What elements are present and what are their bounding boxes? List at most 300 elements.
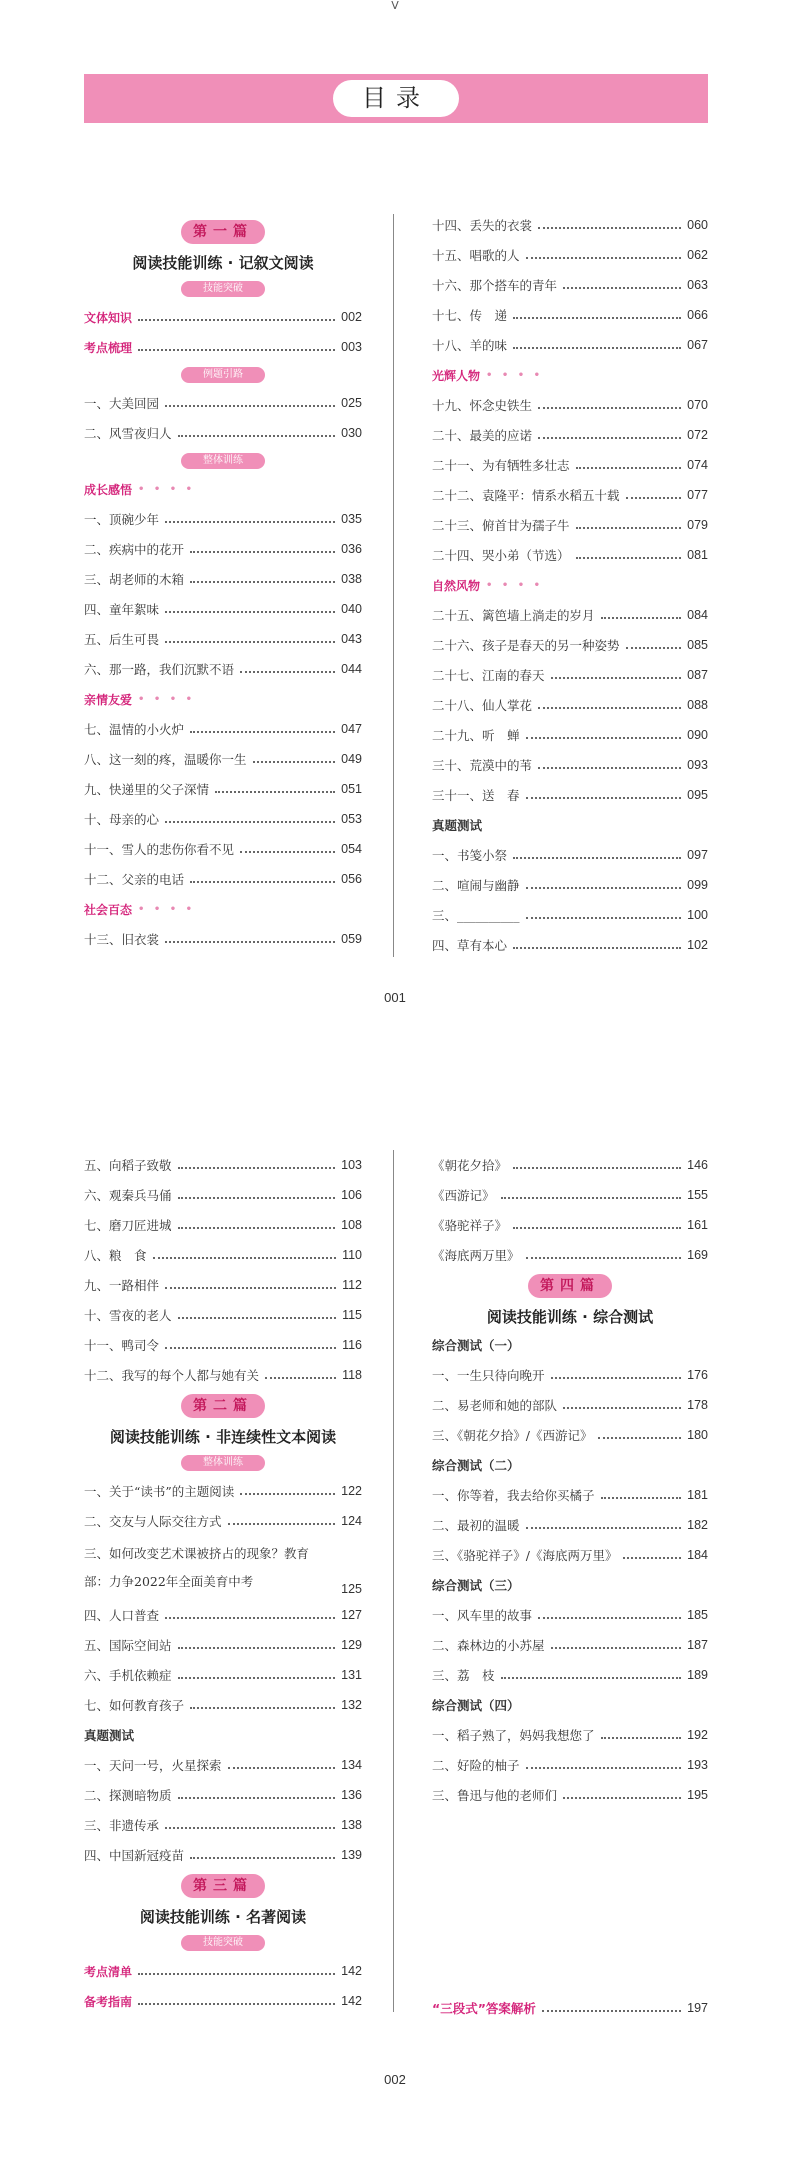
toc-entry-title: 三、《朝花夕拾》/《西游记》 [432, 1428, 593, 1443]
toc-entry-page: 127 [341, 1608, 362, 1622]
toc-entry-page: 161 [687, 1218, 708, 1232]
toc-entry-page: 181 [687, 1488, 708, 1502]
toc-entry[interactable] [432, 870, 708, 900]
toc-entry[interactable] [432, 630, 708, 660]
leader-dots [178, 1797, 336, 1799]
toc-entry[interactable] [84, 1660, 362, 1690]
toc-entry[interactable] [432, 1180, 708, 1210]
toc-entry-page: 155 [687, 1188, 708, 1202]
toc-entry[interactable] [432, 1360, 708, 1390]
toc-entry-title: 一、顶碗少年 [84, 512, 160, 527]
toc-entry-page: 193 [687, 1758, 708, 1772]
leader-dots [190, 881, 335, 883]
test-heading: 综合测试（四） [432, 1698, 520, 1713]
toc-entry-title: 一、你等着，我去给你买橘子 [432, 1488, 595, 1503]
toc-entry[interactable] [84, 774, 362, 804]
leader-dots [165, 521, 335, 523]
toc-entry[interactable] [432, 780, 708, 810]
toc-entry-page: 084 [687, 608, 708, 622]
toc-entry[interactable] [432, 240, 708, 270]
leader-dots [165, 1617, 335, 1619]
page-number-1: 001 [384, 990, 406, 1005]
toc-entry[interactable] [84, 834, 362, 864]
leader-dots [178, 1197, 336, 1199]
toc-entry[interactable] [432, 1420, 708, 1450]
toc-entry[interactable] [84, 564, 362, 594]
section-dots-icon: • • • • [138, 903, 196, 915]
toc-entry-title: 四、童年絮味 [84, 602, 160, 617]
toc-entry-title: 八、这一刻的疼，温暖你一生 [84, 752, 247, 767]
toc-entry-title: 五、国际空间站 [84, 1638, 172, 1653]
toc-entry[interactable] [84, 1240, 362, 1270]
toc-entry-page: 132 [341, 1698, 362, 1712]
toc-entry-title: 一、天问一号，火星探索 [84, 1758, 222, 1773]
part-badge: 第一篇 [181, 220, 265, 244]
leader-dots [563, 1407, 681, 1409]
toc-entry[interactable] [432, 390, 708, 420]
toc-entry[interactable] [432, 480, 708, 510]
section-dots-icon: • • • • [486, 579, 544, 591]
test-heading: 真题测试 [432, 818, 483, 833]
leader-dots [526, 797, 682, 799]
leader-dots [563, 287, 681, 289]
leader-dots [526, 1257, 682, 1259]
toc-entry[interactable] [432, 1510, 708, 1540]
toc-entry-page: 085 [687, 638, 708, 652]
leader-dots [513, 1227, 681, 1229]
test-heading: 真题测试 [84, 1728, 135, 1743]
toc-entry-page: 088 [687, 698, 708, 712]
toc-entry[interactable] [84, 1330, 362, 1360]
toc-entry[interactable] [84, 302, 362, 332]
leader-dots [526, 1527, 682, 1529]
toc-entry-page: 142 [341, 1964, 362, 1978]
toc-entry[interactable] [432, 1390, 708, 1420]
toc-entry-title: 十四、丢失的衣裳 [432, 218, 533, 233]
toc-entry[interactable] [432, 1600, 708, 1630]
toc-entry[interactable] [84, 504, 362, 534]
toc-entry-page: 072 [687, 428, 708, 442]
toc-entry-page: 142 [341, 1994, 362, 2008]
toc-entry[interactable] [84, 804, 362, 834]
toc-entry[interactable] [432, 1480, 708, 1510]
toc-entry-page: 112 [342, 1278, 362, 1292]
toc-entry[interactable] [432, 420, 708, 450]
toc-entry[interactable] [432, 690, 708, 720]
toc-title: 目录 [333, 80, 459, 117]
toc-entry-page: 108 [341, 1218, 362, 1232]
toc-entry-title: 二十七、江南的春天 [432, 668, 545, 683]
answers-page: 197 [687, 2001, 708, 2015]
section-tag: 例题引路 [181, 367, 265, 383]
toc-entry-title: 二十九、听 蝉 [432, 728, 520, 743]
toc-entry-page: 115 [342, 1308, 362, 1322]
toc-entry-page: 059 [341, 932, 362, 946]
toc-entry-page: 129 [341, 1638, 362, 1652]
toc-entry[interactable] [84, 1536, 362, 1600]
toc-entry[interactable] [84, 864, 362, 894]
part-badge: 第四篇 [528, 1274, 612, 1298]
leader-dots [178, 435, 336, 437]
toc-entry[interactable] [84, 1630, 362, 1660]
leader-dots [190, 1857, 335, 1859]
toc-entry[interactable] [432, 1210, 708, 1240]
page2-column-divider [393, 1150, 394, 2012]
toc-entry-page: 102 [687, 938, 708, 952]
part-title: 阅读技能训练 · 记叙文阅读 [132, 254, 314, 272]
toc-entry-page: 054 [341, 842, 362, 856]
section-dots-icon: • • • • [486, 369, 544, 381]
leader-dots [501, 1197, 682, 1199]
leader-dots [538, 407, 681, 409]
toc-entry-title: 三、荔 枝 [432, 1668, 495, 1683]
toc-entry[interactable] [84, 332, 362, 362]
leader-dots [626, 497, 682, 499]
toc-entry[interactable] [432, 540, 708, 570]
toc-entry-title: 二十八、仙人掌花 [432, 698, 533, 713]
leader-dots [538, 227, 681, 229]
toc-entry[interactable] [84, 1750, 362, 1780]
toc-entry-title: 三、非遗传承 [84, 1818, 160, 1833]
toc-entry[interactable] [432, 300, 708, 330]
part-title: 阅读技能训练 · 综合测试 [486, 1308, 654, 1326]
leader-dots [138, 319, 335, 321]
leader-dots [551, 1377, 682, 1379]
toc-entry-title: 十六、那个搭车的青年 [432, 278, 558, 293]
leader-dots [190, 581, 335, 583]
part-header [432, 1274, 708, 1330]
toc-entry-page: 079 [687, 518, 708, 532]
leader-dots [240, 671, 335, 673]
toc-entry-page: 087 [687, 668, 708, 682]
toc-entry-title: 《朝花夕拾》 [432, 1158, 508, 1173]
toc-entry-title: 五、后生可畏 [84, 632, 160, 647]
toc-entry-title: 三十、荒漠中的苇 [432, 758, 533, 773]
section-heading-text: 自然风物 [432, 578, 481, 593]
toc-entry-page: 103 [341, 1158, 362, 1172]
toc-entry[interactable] [432, 600, 708, 630]
leader-dots [551, 1647, 682, 1649]
leader-dots [526, 1767, 682, 1769]
toc-entry-page: 178 [687, 1398, 708, 1412]
toc-entry-page: 122 [341, 1484, 362, 1498]
toc-entry-page: 090 [687, 728, 708, 742]
leader-dots [228, 1523, 336, 1525]
part-title: 阅读技能训练 · 名著阅读 [139, 1908, 307, 1926]
toc-entry-page: 097 [687, 848, 708, 862]
toc-entry[interactable] [84, 654, 362, 684]
answers-entry[interactable] [432, 1993, 708, 2023]
toc-entry[interactable] [84, 1600, 362, 1630]
toc-entry[interactable] [84, 1150, 362, 1180]
leader-dots [178, 1647, 336, 1649]
toc-entry-page: 047 [341, 722, 362, 736]
toc-entry[interactable] [84, 924, 362, 954]
toc-entry-page: 053 [341, 812, 362, 826]
toc-entry-page: 116 [342, 1338, 362, 1352]
leader-dots [228, 1767, 336, 1769]
section-dots-icon: • • • • [138, 693, 196, 705]
toc-entry-title: 二、喧闹与幽静 [432, 878, 520, 893]
toc-entry[interactable] [432, 1150, 708, 1180]
section-heading-text: 光辉人物 [432, 368, 481, 383]
toc-entry-title: 十二、父亲的电话 [84, 872, 185, 887]
toc-entry-title: 二、探测暗物质 [84, 1788, 172, 1803]
leader-dots [513, 347, 681, 349]
toc-entry-title: 二、易老师和她的部队 [432, 1398, 558, 1413]
toc-entry[interactable] [84, 388, 362, 418]
leader-dots [551, 677, 682, 679]
toc-entry[interactable] [84, 1300, 362, 1330]
toc-entry-title: 二、交友与人际交往方式 [84, 1514, 222, 1529]
toc-entry[interactable] [432, 750, 708, 780]
toc-entry[interactable] [432, 270, 708, 300]
toc-entry[interactable] [432, 1240, 708, 1270]
page2-right-column [432, 1150, 708, 1810]
toc-entry-title: 十一、鸭司令 [84, 1338, 160, 1353]
answers-row-wrap [432, 1993, 708, 2023]
toc-entry-title: 十九、怀念史铁生 [432, 398, 533, 413]
leader-dots [526, 887, 682, 889]
toc-entry-title: 二十、最美的应诺 [432, 428, 533, 443]
toc-entry[interactable] [84, 1956, 362, 1986]
toc-entry[interactable] [432, 930, 708, 960]
leader-dots [501, 1677, 682, 1679]
toc-entry[interactable] [84, 594, 362, 624]
toc-entry-page: 106 [341, 1188, 362, 1202]
toc-entry-title: 一、关于“读书”的主题阅读 [84, 1484, 235, 1499]
leader-dots [190, 551, 335, 553]
toc-entry-title: 三、鲁迅与他的老师们 [432, 1788, 558, 1803]
test-heading: 综合测试（三） [432, 1578, 520, 1593]
toc-entry[interactable] [84, 1270, 362, 1300]
section-heading [432, 360, 708, 390]
toc-entry[interactable] [84, 1690, 362, 1720]
toc-entry-title: 三、《骆驼祥子》/《海底两万里》 [432, 1548, 618, 1563]
toc-entry[interactable] [432, 1630, 708, 1660]
toc-entry-title: 二十六、孩子是春天的另一种姿势 [432, 638, 620, 653]
leader-dots [138, 349, 335, 351]
toc-entry-page: 118 [342, 1368, 362, 1382]
part-header [84, 1874, 362, 1930]
leader-dots [165, 821, 335, 823]
toc-entry-title: 十七、传 递 [432, 308, 508, 323]
toc-entry-title: 四、人口普查 [84, 1608, 160, 1623]
toc-entry[interactable] [84, 744, 362, 774]
toc-entry[interactable] [84, 1180, 362, 1210]
section-dots-icon: • • • • [138, 483, 196, 495]
toc-entry-page: 044 [341, 662, 362, 676]
toc-entry-page: 187 [687, 1638, 708, 1652]
toc-entry[interactable] [432, 1540, 708, 1570]
toc-entry-title: 《海底两万里》 [432, 1248, 520, 1263]
toc-entry-title: 七、如何教育孩子 [84, 1698, 185, 1713]
leader-dots [513, 1167, 681, 1169]
toc-entry-page: 184 [687, 1548, 708, 1562]
section-heading-text: 亲情友爱 [84, 692, 133, 707]
toc-entry-page: 139 [341, 1848, 362, 1862]
leader-dots [526, 737, 682, 739]
toc-entry-page: 025 [341, 396, 362, 410]
toc-entry-title: 三十一、送 春 [432, 788, 520, 803]
toc-entry[interactable] [432, 1750, 708, 1780]
toc-entry-page: 036 [341, 542, 362, 556]
page1-right-column [432, 210, 708, 960]
leader-dots [190, 1707, 335, 1709]
toc-entry[interactable] [84, 714, 362, 744]
section-heading [84, 894, 362, 924]
toc-entry-page: 060 [687, 218, 708, 232]
toc-entry-title: 二、最初的温暖 [432, 1518, 520, 1533]
leader-dots [240, 851, 335, 853]
page1-column-divider [393, 214, 394, 957]
toc-entry-title: 一、大美回园 [84, 396, 160, 411]
toc-entry-title: 二、风雪夜归人 [84, 426, 172, 441]
page1-left-column [84, 216, 362, 954]
toc-entry-page: 070 [687, 398, 708, 412]
leader-dots [165, 405, 335, 407]
leader-dots [513, 857, 681, 859]
toc-entry-title: 五、向稻子致敬 [84, 1158, 172, 1173]
section-heading-text: 成长感悟 [84, 482, 133, 497]
toc-entry-title: 十五、唱歌的人 [432, 248, 520, 263]
toc-entry[interactable] [84, 1780, 362, 1810]
toc-entry-page: 124 [341, 1514, 362, 1528]
leader-dots [526, 257, 682, 259]
leader-dots [563, 1797, 681, 1799]
leader-dots [153, 1257, 337, 1259]
toc-entry-page: 040 [341, 602, 362, 616]
test-heading: 综合测试（一） [432, 1338, 520, 1353]
toc-entry[interactable] [432, 510, 708, 540]
toc-entry[interactable] [84, 624, 362, 654]
toc-entry-page: 074 [687, 458, 708, 472]
toc-entry-title: 十一、雪人的悲伤你看不见 [84, 842, 235, 857]
toc-entry-title: 备考指南 [84, 1994, 133, 2009]
leader-dots [601, 1497, 682, 1499]
toc-entry-page: 134 [341, 1758, 362, 1772]
toc-entry-title: 四、中国新冠疫苗 [84, 1848, 185, 1863]
toc-entry-title: 三、如何改变艺术课被挤占的现象？教育部：力争2022年全面美育中考 [84, 1546, 310, 1589]
toc-entry[interactable] [84, 1840, 362, 1870]
toc-entry-title: 十、母亲的心 [84, 812, 160, 827]
leader-dots [138, 2003, 335, 2005]
toc-entry-page: 049 [341, 752, 362, 766]
toc-entry-title: 六、观秦兵马俑 [84, 1188, 172, 1203]
toc-entry-page: 180 [687, 1428, 708, 1442]
toc-entry[interactable] [84, 1476, 362, 1506]
toc-entry[interactable] [432, 330, 708, 360]
leader-dots [513, 317, 681, 319]
toc-entry[interactable] [432, 450, 708, 480]
toc-entry-page: 063 [687, 278, 708, 292]
toc-entry-page: 189 [687, 1668, 708, 1682]
section-tag: 整体训练 [181, 453, 265, 469]
leader-dots [542, 2010, 681, 2012]
toc-entry-title: 九、一路相伴 [84, 1278, 160, 1293]
toc-entry[interactable] [84, 1210, 362, 1240]
toc-entry[interactable] [432, 840, 708, 870]
part-title: 阅读技能训练 · 非连续性文本阅读 [109, 1428, 337, 1446]
toc-entry-title: 一、一生只待向晚开 [432, 1368, 545, 1383]
toc-entry-title: 二十五、篱笆墙上淌走的岁月 [432, 608, 595, 623]
part-badge: 第二篇 [181, 1394, 265, 1418]
toc-entry[interactable] [84, 1360, 362, 1390]
section-heading [432, 570, 708, 600]
toc-entry-page: 099 [687, 878, 708, 892]
toc-entry-title: 九、快递里的父子深情 [84, 782, 210, 797]
toc-entry[interactable] [84, 1506, 362, 1536]
toc-entry-page: 002 [341, 310, 362, 324]
toc-entry-title: 十八、羊的味 [432, 338, 508, 353]
toc-entry-page: 110 [342, 1248, 362, 1262]
toc-entry-title: 一、风车里的故事 [432, 1608, 533, 1623]
toc-entry-title: 十二、我写的每个人都与她有关 [84, 1368, 260, 1383]
leader-dots [165, 941, 335, 943]
leader-dots [626, 647, 682, 649]
toc-entry[interactable] [432, 210, 708, 240]
leader-dots [538, 707, 681, 709]
leader-dots [165, 641, 335, 643]
toc-entry-page: 035 [341, 512, 362, 526]
toc-entry[interactable] [432, 1780, 708, 1810]
leader-dots [576, 467, 682, 469]
section-tag: 技能突破 [181, 281, 265, 297]
leader-dots [598, 1437, 681, 1439]
leader-dots [576, 527, 682, 529]
toc-entry-page: 125 [341, 1582, 362, 1596]
test-heading: 综合测试（二） [432, 1458, 520, 1473]
toc-entry[interactable] [432, 720, 708, 750]
page-number-2: 002 [384, 2072, 406, 2087]
leader-dots [165, 1827, 335, 1829]
toc-entry[interactable] [84, 534, 362, 564]
toc-entry-page: 100 [687, 908, 708, 922]
leader-dots [215, 791, 335, 793]
toc-entry-page: 138 [341, 1818, 362, 1832]
toc-entry[interactable] [84, 1986, 362, 2016]
leader-dots [623, 1557, 681, 1559]
leader-dots [178, 1167, 336, 1169]
section-heading [84, 474, 362, 504]
toc-entry[interactable] [432, 1660, 708, 1690]
toc-entry-page: 131 [341, 1668, 362, 1682]
toc-entry-page: 195 [687, 1788, 708, 1802]
toc-entry-title: 十三、旧衣裳 [84, 932, 160, 947]
leader-dots [240, 1493, 335, 1495]
toc-entry-title: 考点梳理 [84, 340, 133, 355]
toc-entry-page: 185 [687, 1608, 708, 1622]
toc-entry[interactable] [432, 1720, 708, 1750]
toc-entry-page: 095 [687, 788, 708, 802]
leader-dots [165, 1347, 336, 1349]
toc-entry[interactable] [432, 900, 708, 930]
toc-entry-title: 考点清单 [84, 1964, 133, 1979]
toc-entry-page: 051 [341, 782, 362, 796]
leader-dots [526, 917, 682, 919]
toc-entry-title: 一、稻子熟了，妈妈我想您了 [432, 1728, 595, 1743]
toc-entry[interactable] [432, 660, 708, 690]
toc-entry-page: 043 [341, 632, 362, 646]
part-badge: 第三篇 [181, 1874, 265, 1898]
toc-entry-title: 二十三、俯首甘为孺子牛 [432, 518, 570, 533]
section-heading-text: 社会百态 [84, 902, 133, 917]
toc-entry[interactable] [84, 1810, 362, 1840]
toc-entry-title: 七、温情的小火炉 [84, 722, 185, 737]
section-heading [84, 684, 362, 714]
toc-entry-page: 003 [341, 340, 362, 354]
toc-entry[interactable] [84, 418, 362, 448]
